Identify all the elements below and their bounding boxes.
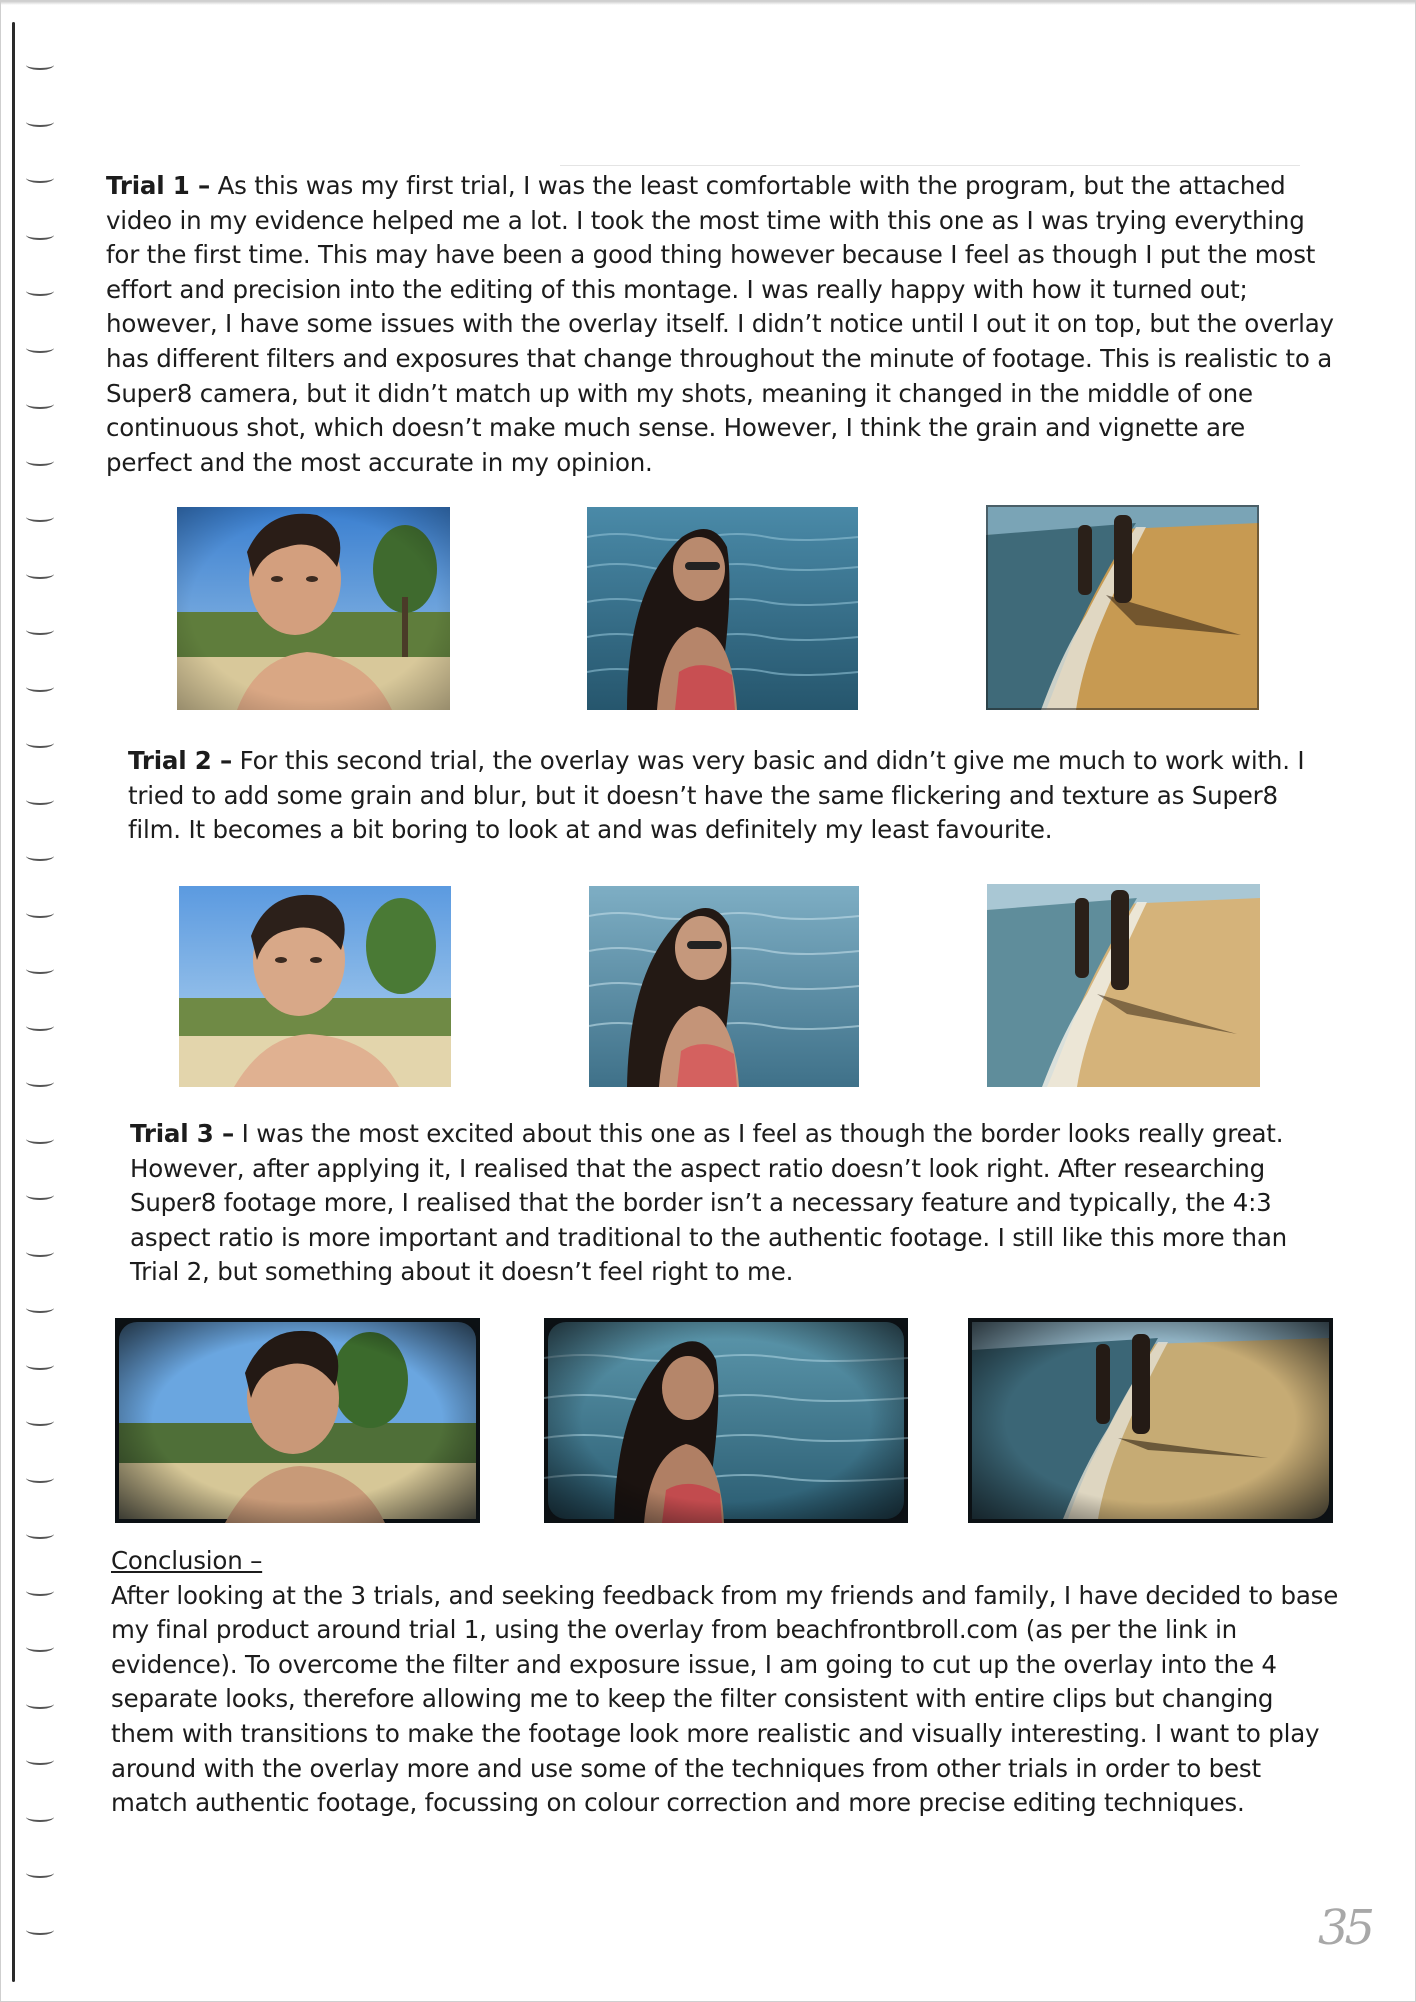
binding-hole bbox=[26, 1755, 54, 1765]
conclusion-text: After looking at the 3 trials, and seeking feedback from my friends and family, I have decided to base my final product around trial 1, using the overlay from beachfrontbroll.com (as per the link in evidence). To overcome the filter and exposure issue, I am going to cut up the overlay into the 4 separate looks, therefore allowing me to keep the filter consistent with entire clips but changing them with transitions to make the footage look more realistic and visually interesting. I want to play around with the overlay more and use some of the techniques from other trials in order to best match authentic footage, focussing on colour correction and more precise editing techniques. bbox=[111, 1580, 1339, 1818]
binding-spine bbox=[12, 22, 15, 1982]
binding-hole bbox=[26, 1586, 54, 1596]
binding-hole bbox=[26, 908, 54, 918]
binding-hole bbox=[26, 1360, 54, 1370]
trial-3-photo-girl bbox=[544, 1318, 908, 1523]
trial-2-paragraph bbox=[128, 744, 1338, 848]
trial-2-text: For this second trial, the overlay was very basic and didn’t give me much to work with. I tried to add some grain and blur, but it doesn’t have the same flickering and texture as Super8 film. It becomes a bit boring to look at and was definitely my least favourite. bbox=[128, 746, 1305, 845]
binding-hole bbox=[26, 569, 54, 579]
binding-hole bbox=[26, 343, 54, 353]
trial-3-label: Trial 3 – bbox=[130, 1119, 234, 1148]
binding-hole bbox=[26, 1642, 54, 1652]
conclusion-heading: Conclusion – bbox=[111, 1546, 263, 1575]
trial-2-photo-boy bbox=[179, 886, 451, 1087]
binding-hole bbox=[26, 1077, 54, 1087]
faint-rule bbox=[560, 165, 1300, 166]
binding-hole bbox=[26, 1925, 54, 1935]
binding-hole bbox=[26, 682, 54, 692]
binding-hole bbox=[26, 1247, 54, 1257]
binding-hole bbox=[26, 851, 54, 861]
binding-hole bbox=[26, 1812, 54, 1822]
binding-hole bbox=[26, 1021, 54, 1031]
page-number: 35 bbox=[1318, 1900, 1372, 1956]
trial-1-photo-girl bbox=[587, 507, 858, 710]
conclusion-paragraph bbox=[111, 1544, 1341, 1821]
trial-3-text: I was the most excited about this one as I feel as though the border looks really great. However, after applying it, I realised that the aspect ratio doesn’t look right. After researching Super8 footage more, I realised that the border isn’t a necessary feature and typically, the 4:3 aspect ratio is more important and traditional to the authentic footage. I still like this more than Trial 2, but something about it doesn’t feel right to me. bbox=[130, 1119, 1288, 1287]
binding-hole bbox=[26, 964, 54, 974]
binding-holes bbox=[26, 60, 66, 1960]
binding-hole bbox=[26, 1190, 54, 1200]
binding-hole bbox=[26, 512, 54, 522]
trial-2-label: Trial 2 – bbox=[128, 746, 232, 775]
trial-2-photo-beach bbox=[987, 884, 1260, 1087]
binding-hole bbox=[26, 1134, 54, 1144]
binding-hole bbox=[26, 1868, 54, 1878]
binding-hole bbox=[26, 286, 54, 296]
binding-hole bbox=[26, 738, 54, 748]
trial-1-photo-boy bbox=[177, 507, 450, 710]
binding-hole bbox=[26, 230, 54, 240]
binding-hole bbox=[26, 1529, 54, 1539]
trial-3-paragraph bbox=[130, 1117, 1330, 1290]
binding-hole bbox=[26, 456, 54, 466]
binding-hole bbox=[26, 173, 54, 183]
trial-1-text: As this was my first trial, I was the least comfortable with the program, but the attached video in my evidence helped me a lot. I took the most time with this one as I was trying everything for the first time. This may have been a good thing however because I feel as though I put the most effort and precision into the editing of this montage. I was really happy with how it turned out; however, I have some issues with the overlay itself. I didn’t notice until I out it on top, but the overlay has different filters and exposures that change throughout the minute of footage. This is realistic to a Super8 camera, but it didn’t match up with my shots, meaning it changed in the middle of one continuous shot, which doesn’t make much sense. However, I think the grain and vignette are perfect and the most accurate in my opinion. bbox=[106, 171, 1334, 477]
trial-1-label: Trial 1 – bbox=[106, 171, 210, 200]
binding-hole bbox=[26, 399, 54, 409]
trial-3-photo-beach bbox=[968, 1318, 1333, 1523]
trial-1-paragraph bbox=[106, 169, 1336, 480]
binding-hole bbox=[26, 1416, 54, 1426]
binding-hole bbox=[26, 625, 54, 635]
binding-hole bbox=[26, 795, 54, 805]
binding-hole bbox=[26, 1303, 54, 1313]
binding-hole bbox=[26, 117, 54, 127]
binding-hole bbox=[26, 1699, 54, 1709]
trial-3-photo-boy bbox=[115, 1318, 480, 1523]
trial-1-photo-beach bbox=[986, 505, 1259, 710]
binding-hole bbox=[26, 1473, 54, 1483]
binding-hole bbox=[26, 60, 54, 70]
trial-2-photo-girl bbox=[589, 886, 859, 1087]
